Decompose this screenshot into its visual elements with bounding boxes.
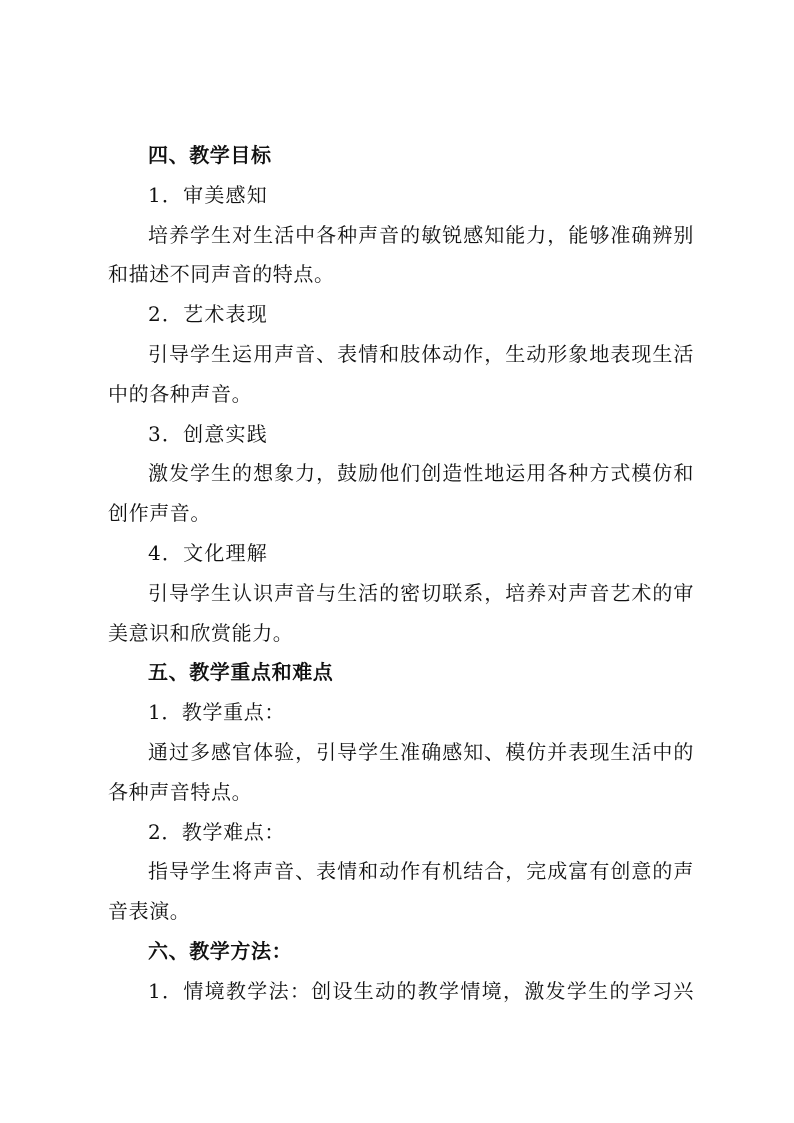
method-1-line-1: 1．情境教学法：创设生动的教学情境，激发学生的学习兴 (148, 978, 694, 1003)
difficulty-line-1: 指导学生将声音、表情和动作有机结合，完成富有创意的声 (148, 859, 694, 884)
section-6-title: 六、教学方法： (148, 938, 293, 963)
objective-2-line-1: 引导学生运用声音、表情和肢体动作，生动形象地表现生活 (148, 341, 694, 366)
objective-1-line-2: 和描述不同声音的特点。 (108, 262, 335, 287)
objective-4-line-1: 引导学生认识声音与生活的密切联系，培养对声音艺术的审 (148, 580, 694, 605)
difficulty-heading: 2．教学难点： (148, 819, 285, 844)
objective-2-heading: 2．艺术表现 (148, 302, 268, 327)
objective-4-line-2: 美意识和欣赏能力。 (108, 620, 294, 645)
objective-3-line-2: 创作声音。 (108, 501, 211, 526)
key-point-heading: 1．教学重点： (148, 700, 285, 725)
section-5-title: 五、教学重点和难点 (148, 660, 334, 685)
difficulty-line-2: 音表演。 (108, 899, 191, 924)
objective-4-heading: 4．文化理解 (148, 540, 268, 565)
objective-1-line-1: 培养学生对生活中各种声音的敏锐感知能力，能够准确辨别 (148, 222, 694, 247)
key-point-line-1: 通过多感官体验，引导学生准确感知、模仿并表现生活中的 (148, 739, 694, 764)
objective-1-heading: 1．审美感知 (148, 182, 268, 207)
objective-3-heading: 3．创意实践 (148, 421, 268, 446)
objective-2-line-2: 中的各种声音。 (108, 381, 253, 406)
document-page (108, 136, 694, 1012)
objective-3-line-1: 激发学生的想象力，鼓励他们创造性地运用各种方式模仿和 (148, 461, 694, 486)
section-4-title: 四、教学目标 (148, 143, 272, 167)
key-point-line-2: 各种声音特点。 (108, 779, 253, 804)
